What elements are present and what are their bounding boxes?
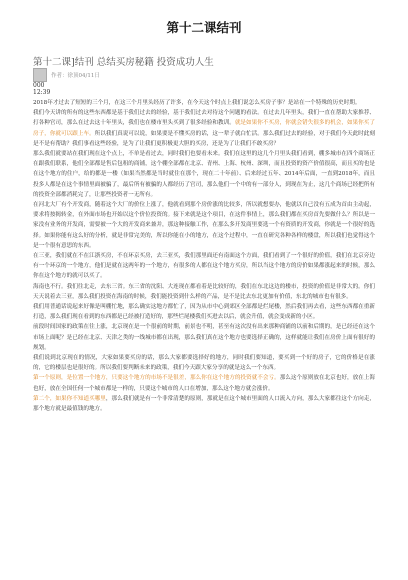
paragraph-text: 2018年才过去了短短的三个月，在这三个月里头经历了许多，在今天这个时点上我们说怎么买房子事？是站在一个特殊的历史时期。 [33, 100, 361, 106]
paragraph-text: 我们用普通话说起来好像是叫棚忙地，那么确实这地方都忙了，因为从市中心到郊区全部都是烂尾楼，然后我们再去看，这些东西都在重新打造，那么我们现在看到的东西都是已经被打造好的，那些烂尾楼我们买进去以后，就会升值，就会变成新的小区。 [33, 304, 375, 321]
paragraph [33, 251, 375, 282]
paragraph-text: 前段时间国家的政策在往上涨，北京现在是一个很前的时期，前景也不明，甚至有这次没有出来那种商铺的以前和后期的，是已经还在这个市场上面呢？是已经在北京、天津之类的一线城市都在出现，那么我们真在这个地方也要选择正确的，这样就能让我们在房价上面有很好的规划。 [33, 324, 375, 351]
paragraph [33, 322, 375, 353]
paragraph-text: 海南也不行。我们往北走，去东三省。东三省的沈阳、大连现在都看着是比较好的，我们在东北这边的楼市，投资的价值是非常大的。你们天天说着去三亚，那么我们投资在海南的时候，我们能投资到什么样的产品，是不是比去东北更加有价值，东北的城市也有很多。 [33, 283, 375, 300]
paragraph [33, 149, 375, 200]
paragraph-text: 在三亚，我们就在不在江浙买房，不在环京买房，去三亚买，我们那里面还有南面这个方面，我们看到了一个很好的价值，我们在北京旁边有一个环京的一个地方，他们是就在这两年的一个地方，有很多的人都在这个地方买房，所以当这个地方的房价如果都涨起来的时候，那么你在这个地方的就可以买了。 [33, 253, 375, 280]
paragraph [33, 353, 375, 373]
paragraph [33, 282, 375, 302]
article-subtitle: 第十二课]结刊 总结买房秘籍 投资成功人生 [33, 57, 214, 68]
article-body [33, 98, 375, 574]
paragraph [33, 302, 375, 322]
paragraph [33, 98, 375, 108]
paragraph-text: 在河北大厂有个开发商，随着这个大厂的价位上涨了，他就看到那个房价涨的比较多，所以就想要办，他就以自己没有五成为首由主动起，要求将按揭转金，在外面市场也开始以这个价位投资的。接下来就是这个项目，在这件事情上，那么我们都在买房首先要做什么？所以是一家没有业务的开发商，需要被一个大的开发商来兼并，那这种接触工作，在那么多开发商里要选一个有资质的开发商，你就是一个很好的选择。如果你能有这么好的分析，就是非常完美的，所以你能在小的地方，在这个过程中，一直在研究各种各样的楼盘，所以我们也觉得这个是一个很有意思的东西。 [33, 202, 375, 249]
paragraph [33, 108, 375, 149]
paragraph [33, 200, 375, 251]
highlighted-text: 第一个原则，是位置一个地方，只要这个地方的市场不是很差，那么你在这个地方的投资就不会亏。 [33, 375, 280, 382]
avatar [33, 68, 47, 82]
paragraph-text: 那么我们就要站在我们现在这个点上，不单是看过去，同时我们也要看未来。我们在这里的这几个月里头我们看到，棚多城市在四个商场正在跟我们联系，他们全部都是售后包租的商铺，这个棚全部都在北京、青州、上海、杭州、深圳，而且投资的资产价值很高，而且买的也是在这个地方的住户，给的都是一楼（如果当然都是当时就住在那个，现在二十年前）、后来经过五年、2014年后面，一直到2018年，而且投多人都是在这个事情里面被骗了，最后所有被骗的人都经历了官司，那么他们一个中的有一部分人，到现在为止，这几个商场已经把所有的投资全部都消耗完了，让那些投资者一无所有。 [33, 151, 375, 198]
author-text: 作者：徐顶04/11日 [51, 73, 100, 79]
paragraph-text: 那么这个原则放在北京也好，放在上海也好，放在全国任何一个城市都是一样的，只要这个城市的人口在增加，那么这个地方就会涨价。 [33, 375, 375, 392]
post-time: 12:39 [33, 89, 51, 96]
paragraph-text: 我们说到北京现在的情况，大家如果要买房的话，那么大家都要选择好的地方，同时我们要知道，要买到一个好的房子，它的价格是在涨的，它的楼层也是很好的。所以我们要判断未来的政策，我们今天跟大家分享的就是这么一个东西。 [33, 355, 375, 372]
article-stats [33, 82, 50, 96]
highlighted-text: 就是如果你不买房，你就会错失很多的机会，如果你买了房子，你就可以跟上车。 [33, 120, 375, 137]
paragraph-text: 我们今天讲的所有的这些东西都是基于我们过去的经验，基于我们过去对待这个问题的看法。在过去几年里头，我们一直在帮助大家推荐、打各种官司，那么在过去这十年里头，我们也在楼市里头买到了很多经验和教训。 [33, 110, 375, 127]
paragraph-text: 所以我们真说可以说，如果要是不懂买房的话，这一辈子就白忙活。那么我们过去的经验，对于我们今天此时此刻是不是有帮助？我们事看这些经验，是为了让我们更积极更大胆的买房，还是为了让我们不敢买房？ [33, 130, 375, 147]
highlighted-text: 第二个，如果你不知道买哪里 [33, 395, 106, 402]
paragraph [33, 394, 375, 414]
view-count: 000 [33, 82, 45, 89]
paragraph [33, 373, 375, 393]
page-title: 第十二课结刊 [166, 20, 242, 35]
paragraph-text: ，那么我们就是有一个非常清楚的原则，那就是在这个城市里面的人口流入方向，那么大家都往这个方向走，那个地方就是最值钱的地方。 [33, 395, 375, 413]
